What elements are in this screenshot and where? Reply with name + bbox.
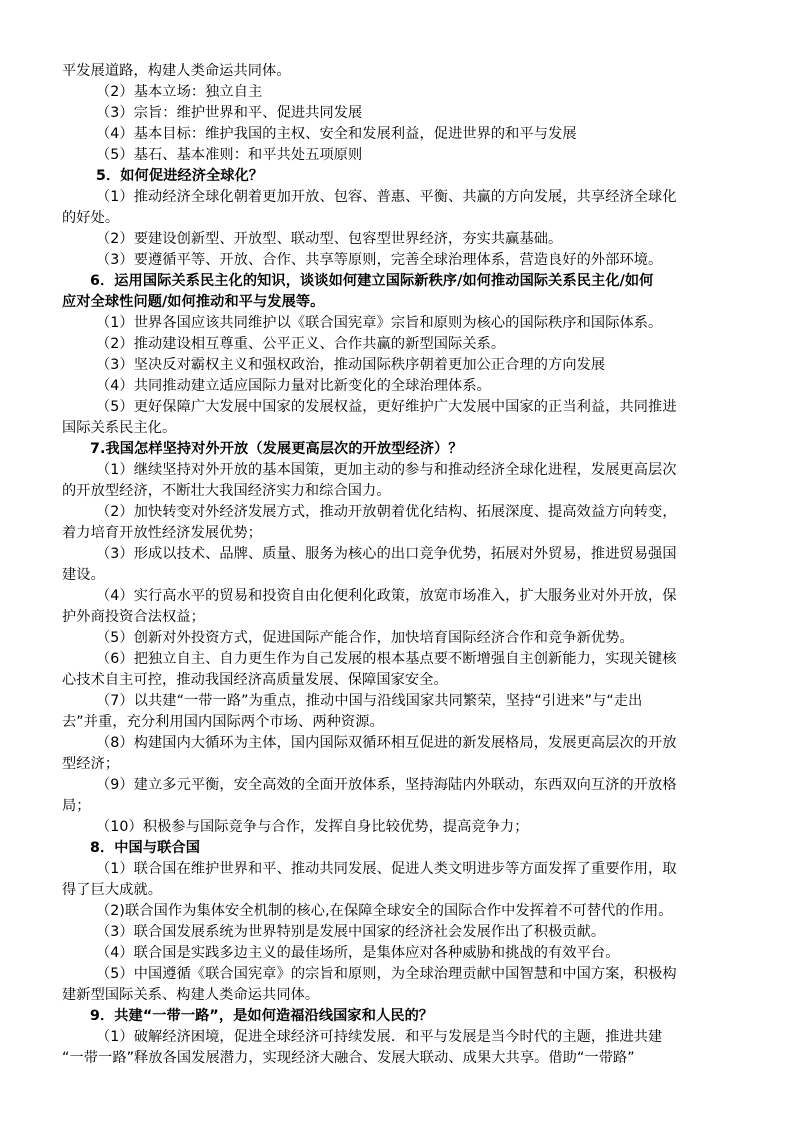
text-line: 建设。 — [62, 567, 105, 583]
text-line: 护外商投资合法权益； — [62, 609, 205, 625]
text-line: （5）中国遵循《联合国宪章》的宗旨和原则，为全球治理贡献中国智慧和中国方案，积极构 — [96, 966, 677, 982]
text-line: （1）联合国在维护世界和平、推动共同发展、促进人类文明进步等方面发挥了重要作用，取 — [96, 861, 677, 877]
text-line: （2）推动建设相互尊重、公平正义、合作共赢的新型国际关系。 — [96, 336, 506, 352]
text-line: （4）基本目标：维护我国的主权、安全和发展利益，促进世界的和平与发展 — [96, 126, 577, 142]
text-line: 的好处。 — [62, 210, 120, 226]
text-line: （1）世界各国应该共同维护以《联合国宪章》宗旨和原则为核心的国际秩序和国际体系。 — [96, 315, 663, 331]
text-line: （3）形成以技术、品牌、质量、服务为核心的出口竞争优势，拓展对外贸易，推进贸易强国 — [96, 546, 677, 562]
text-line: （2）加快转变对外经济发展方式，推动开放朝着优化结构、拓展深度、提高效益方向转变， — [96, 504, 677, 520]
text-line: （7）以共建“一带一路”为重点，推动中国与沿线国家共同繁荣，坚持“引进来”与“走出 — [96, 693, 643, 709]
text-line: （3）坚决反对霸权主义和强权政治，推动国际秩序朝着更加公正合理的方向发展 — [96, 357, 606, 373]
text-line: 的开放型经济，不断壮大我国经济实力和综合国力。 — [62, 483, 391, 499]
section-heading: 应对全球性问题/如何推动和平与发展等。 — [62, 294, 325, 310]
text-line: （9）建立多元平衡，安全高效的全面开放体系，坚持海陆内外联动，东西双向互济的开放格 — [96, 777, 677, 793]
text-line: （5）更好保障广大发展中国家的发展权益，更好维护广大发展中国家的正当利益，共同推进 — [96, 399, 677, 415]
text-line: （3）要遵循平等、开放、合作、共享等原则，完善全球治理体系，营造良好的外部环境。 — [96, 252, 663, 268]
text-line: （4）实行高水平的贸易和投资自由化便利化政策，放宽市场准入，扩大服务业对外开放，保 — [96, 588, 677, 604]
text-line: 着力培育开放性经济发展优势； — [62, 525, 263, 541]
text-line: （2）要建设创新型、开放型、联动型、包容型世界经济，夯实共赢基础。 — [96, 231, 563, 247]
text-line: （1）破解经济困境，促进全球经济可持续发展．和平与发展是当今时代的主题，推进共建 — [96, 1029, 663, 1045]
text-line: “一带一路”释放各国发展潜力，实现经济大融合、发展大联动、成果大共享。借助“一带路” — [62, 1050, 635, 1066]
text-line: 心技术自主可控，推动我国经济高质量发展、保障国家安全。 — [62, 672, 448, 688]
text-line: （2）基本立场：独立自主 — [96, 84, 263, 100]
text-line: 去”并重，充分利用国内国际两个市场、两种资源。 — [62, 714, 384, 730]
text-line: 国际关系民主化。 — [62, 420, 177, 436]
section-heading: 7.我国怎样坚持对外开放（发展更高层次的开放型经济）？ — [90, 441, 463, 457]
section-heading: 6．运用国际关系民主化的知识，谈谈如何建立国际新秩序/如何推动国际关系民主化/如何 — [90, 273, 654, 289]
text-line: （4）共同推动建立适应国际力量对比新变化的全球治理体系。 — [96, 378, 491, 394]
text-line: （10）积极参与国际竞争与合作，发挥自身比较优势，提高竞争力； — [96, 819, 529, 835]
text-line: 型经济； — [62, 756, 120, 772]
text-line: （2)联合国作为集体安全机制的核心,在保障全球安全的国际合作中发挥着不可替代的作用。 — [96, 903, 673, 919]
section-heading: 9．共建“一带一路”，是如何造福沿线国家和人民的？ — [90, 1008, 434, 1024]
text-line: （5）基石、基本准则：和平共处五项原则 — [96, 147, 363, 163]
text-line: （3）宗旨：维护世界和平、促进共同发展 — [96, 105, 363, 121]
text-line: 得了巨大成就。 — [62, 882, 163, 898]
section-heading: 8．中国与联合国 — [90, 840, 200, 856]
text-line: （1）继续坚持对外开放的基本国策，更加主动的参与和推动经济全球化进程，发展更高层次 — [96, 462, 677, 478]
text-line: 建新型国际关系、构建人类命运共同体。 — [62, 987, 320, 1003]
text-line: （4）联合国是实践多边主义的最佳场所，是集体应对各种威胁和挑战的有效平台。 — [96, 945, 620, 961]
section-heading: 5．如何促进经济全球化？ — [96, 168, 264, 184]
text-line: （8）构建国内大循环为主体，国内国际双循环相互促进的新发展格局，发展更高层次的开放 — [96, 735, 677, 751]
text-line: （3）联合国发展系统为世界特别是发展中国家的经济社会发展作出了积极贡献。 — [96, 924, 606, 940]
text-line: 平发展道路，构建人类命运共同体。 — [62, 63, 291, 79]
text-line: （5）创新对外投资方式，促进国际产能合作，加快培育国际经济合作和竞争新优势。 — [96, 630, 634, 646]
text-line: （1）推动经济全球化朝着更加开放、包容、普惠、平衡、共赢的方向发展，共享经济全球化 — [96, 189, 677, 205]
text-line: （6）把独立自主、自力更生作为自己发展的根本基点要不断增强自主创新能力，实现关键核 — [96, 651, 677, 667]
text-line: 局； — [62, 798, 91, 814]
